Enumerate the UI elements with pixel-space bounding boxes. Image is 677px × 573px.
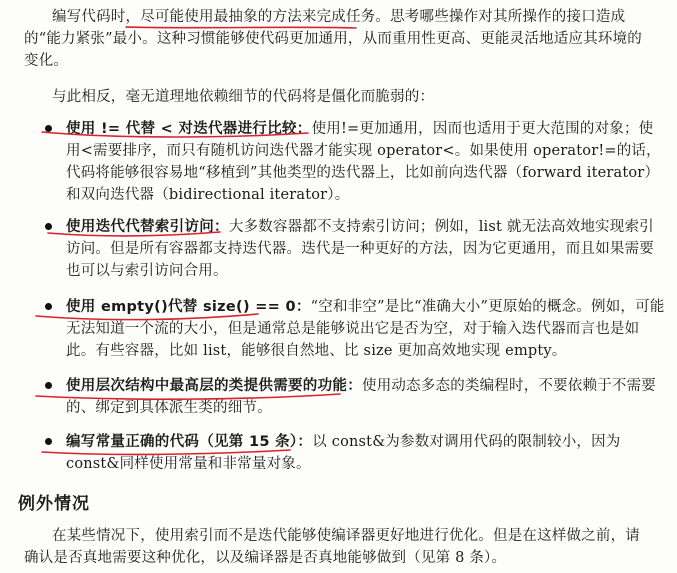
item-body: 大多数容器都不支持索引访问；例如，list 就无法高效地实现索引访问。但是所有容器都支持迭代器。迭代是一种更好的方法，因为它更通用，而且如果需要也可以与索引访问合用。 [66, 219, 654, 279]
item-lead: 使用层次结构中最高层的类提供需要的功能： [66, 378, 362, 394]
section-paragraph [24, 525, 654, 569]
contrast-paragraph [24, 86, 654, 108]
list-item [66, 296, 668, 362]
item-lead: 使用 != 代替 < 对迭代器进行比较： [66, 121, 312, 137]
item-lead: 编写常量正确的代码（见第 15 条）： [66, 434, 313, 450]
item-body: 以 const&为参数对调用代码的限制较小，因为 const&同样使用常量和非常量对象。 [66, 434, 621, 472]
section-heading: 例外情况 [18, 494, 90, 514]
intro-text: 编写代码时，尽可能使用最抽象的方法来完成任务。思考哪些操作对其所操作的接口造成的“能力紧张”最小。这种习惯能够使代码更加通用，从而重用性更高、更能灵活地适应其环境的变化。 [24, 9, 642, 69]
item-body: 使用!=更加通用，因而也适用于更大范围的对象；使用<需要排序，而只有随机访问迭代器才能实现 operator<。如果使用 operator!=的话，代码将能够很容易地“移植到”其他类型的迭代器上，比如前向迭代器（forward iterator）和双向迭代器（bidirectional iterator）。 [66, 121, 661, 203]
item-body: 使用动态多态的类编程时，不要依赖于不需要的、绑定到具体派生类的细节。 [66, 378, 656, 416]
bullet-icon [45, 382, 52, 389]
bullet-icon [45, 125, 52, 132]
section-text: 在某些情况下，使用索引而不是迭代能够使编译器更好地进行优化。但是在这样做之前，请确认是否真地需要这种优化，以及编译器是否真地能够做到（见第 8 条）。 [24, 528, 640, 566]
item-lead: 使用迭代代替索引访问： [66, 219, 229, 235]
item-body: “空和非空”是比“准确大小”更原始的概念。例如，可能无法知道一个流的大小，但是通常总是能够说出它是否为空，对于输入迭代器而言也是如此。有些容器，比如 list，能够很自然地、比 size 更加高效地实现 empty。 [66, 299, 665, 359]
intro-paragraph [24, 6, 654, 72]
contrast-text: 与此相反，毫无道理地依赖细节的代码将是僵化而脆弱的： [52, 89, 435, 105]
list-item [66, 375, 668, 419]
list-item [66, 216, 668, 282]
list-item [66, 118, 668, 206]
list-item [66, 431, 668, 475]
item-lead: 使用 empty()代替 size() == 0： [66, 299, 311, 315]
bullet-icon [45, 303, 52, 310]
bullet-icon [45, 438, 52, 445]
bullet-icon [45, 223, 52, 230]
